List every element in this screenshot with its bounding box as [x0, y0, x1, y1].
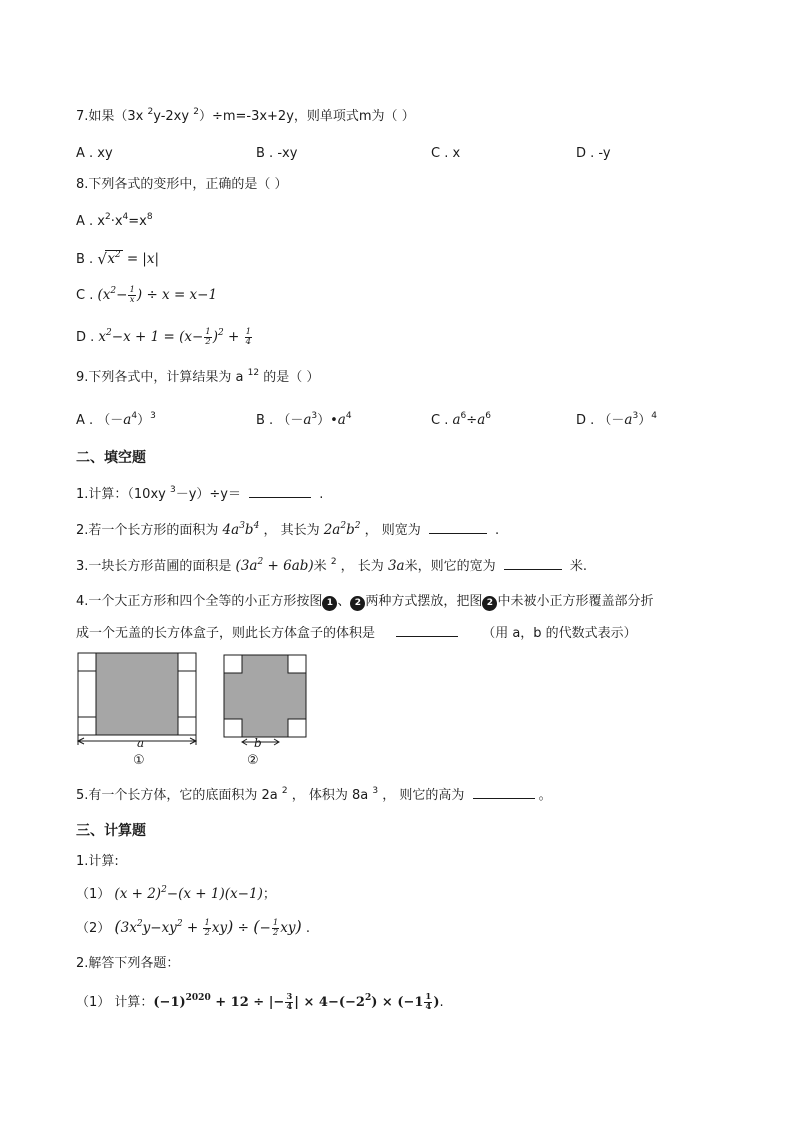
q8-option-d: D . $x^2-x + 1 = (x-$ $\frac{1}{2}$ )$^2$ + $\frac{1}{4}$ — [76, 327, 252, 347]
section2-title: 二、填空题 — [76, 450, 146, 466]
q9-option-d: D . $(-a^3)^4$ — [576, 411, 657, 428]
q7-stem: 7.如果（3x $^2$y-2xy $^2$）÷m=-3x+2y，则单项式m为（ ） — [76, 107, 415, 124]
figure-1-small-square — [178, 717, 196, 735]
figure-2 — [224, 655, 306, 745]
s2-q4-line1: 4.一个大正方形和四个全等的小正方形按图 1 、 2 两种方式摆放，把图 2 中未被小正方形覆盖部分折 — [76, 594, 654, 609]
figure-1-label: ① — [133, 753, 145, 768]
figure-1-small-square — [78, 653, 96, 671]
figure-2-small-square — [288, 719, 306, 737]
q7-option-d: D . -y — [576, 146, 611, 161]
q9-option-c: C . $a^6\div a^6$ — [431, 411, 491, 428]
s3-q2-title: 2.解答下列各题： — [76, 956, 180, 971]
figure-1 — [78, 653, 196, 745]
figure-2-dimension-label: b — [254, 736, 262, 750]
s3-q2-part1: （1） 计算：$(-1)^{2020} + 12$ ÷ |− $\frac{3}{4}$ | × $4-(-2^2) \times (-1$ $\frac{1}{4}$ ). — [76, 992, 444, 1012]
s3-q1-part1: （1） $(x + 2)^2-(x + 1)(x-1)$； — [76, 885, 276, 902]
q9-option-b: B . $(-a^3)•a^4$ — [256, 411, 352, 428]
figure-1-dimension-label: a — [137, 736, 145, 750]
q7-option-b: B . -xy — [256, 146, 298, 161]
q7-option-c: C . x — [431, 146, 461, 161]
figure-2-small-square — [224, 655, 242, 673]
figure-2-small-square — [224, 719, 242, 737]
q7-option-a: A . xy — [76, 146, 113, 161]
q4-figures — [74, 650, 314, 772]
figure-2-label: ② — [247, 753, 259, 768]
s3-q1-part2: （2） ($3x^2y-xy^2$ + $\frac{1}{2}$ xy) ÷ (− $\frac{1}{2}$ xy) . — [76, 917, 311, 938]
q9-option-a: A . $(-a^4)^3$ — [76, 411, 156, 428]
s2-q3: 3.一块长方形苗圃的面积是 $(3a^2 + 6ab)$米 $^2$ ， 长为 3a米，则它的宽为 米. — [76, 557, 588, 574]
s2-q1: 1.计算：（10xy $^3$－y）÷y＝ . — [76, 485, 324, 502]
q8-stem: 8.下列各式的变形中，正确的是（ ） — [76, 177, 288, 192]
s2-q2: 2.若一个长方形的面积为 $4a^3b^4$ ， 其长为 $2a^2b^2$ ， 则宽为 . — [76, 521, 500, 538]
figure-1-big-square — [96, 653, 178, 735]
s2-q5: 5.有一个长方体，它的底面积为 2a $^2$ ， 体积为 8a $^3$ ， 则它的高为 。 — [76, 786, 552, 803]
s2-q4-line2: 成一个无盖的长方体盒子，则此长方体盒子的体积是 （用 a，b 的代数式表示） — [76, 626, 637, 641]
q9-stem: 9.下列各式中，计算结果为 a $^{12}$ 的是（ ） — [76, 368, 320, 385]
figure-2-small-square — [288, 655, 306, 673]
q8-option-b: B . √ $x^2 = |x|$ — [76, 250, 159, 268]
q8-option-a: A . $x^2\cdot x^4=x^8$ — [76, 212, 153, 229]
q8-option-c: C . ($x^2-$ $\frac{1}{x}$ ) ÷ x = x−1 — [76, 285, 218, 305]
section3-title: 三、计算题 — [76, 823, 146, 839]
figure-1-small-square — [78, 717, 96, 735]
s3-q1-title: 1.计算: — [76, 854, 119, 869]
figure-1-small-square — [178, 653, 196, 671]
